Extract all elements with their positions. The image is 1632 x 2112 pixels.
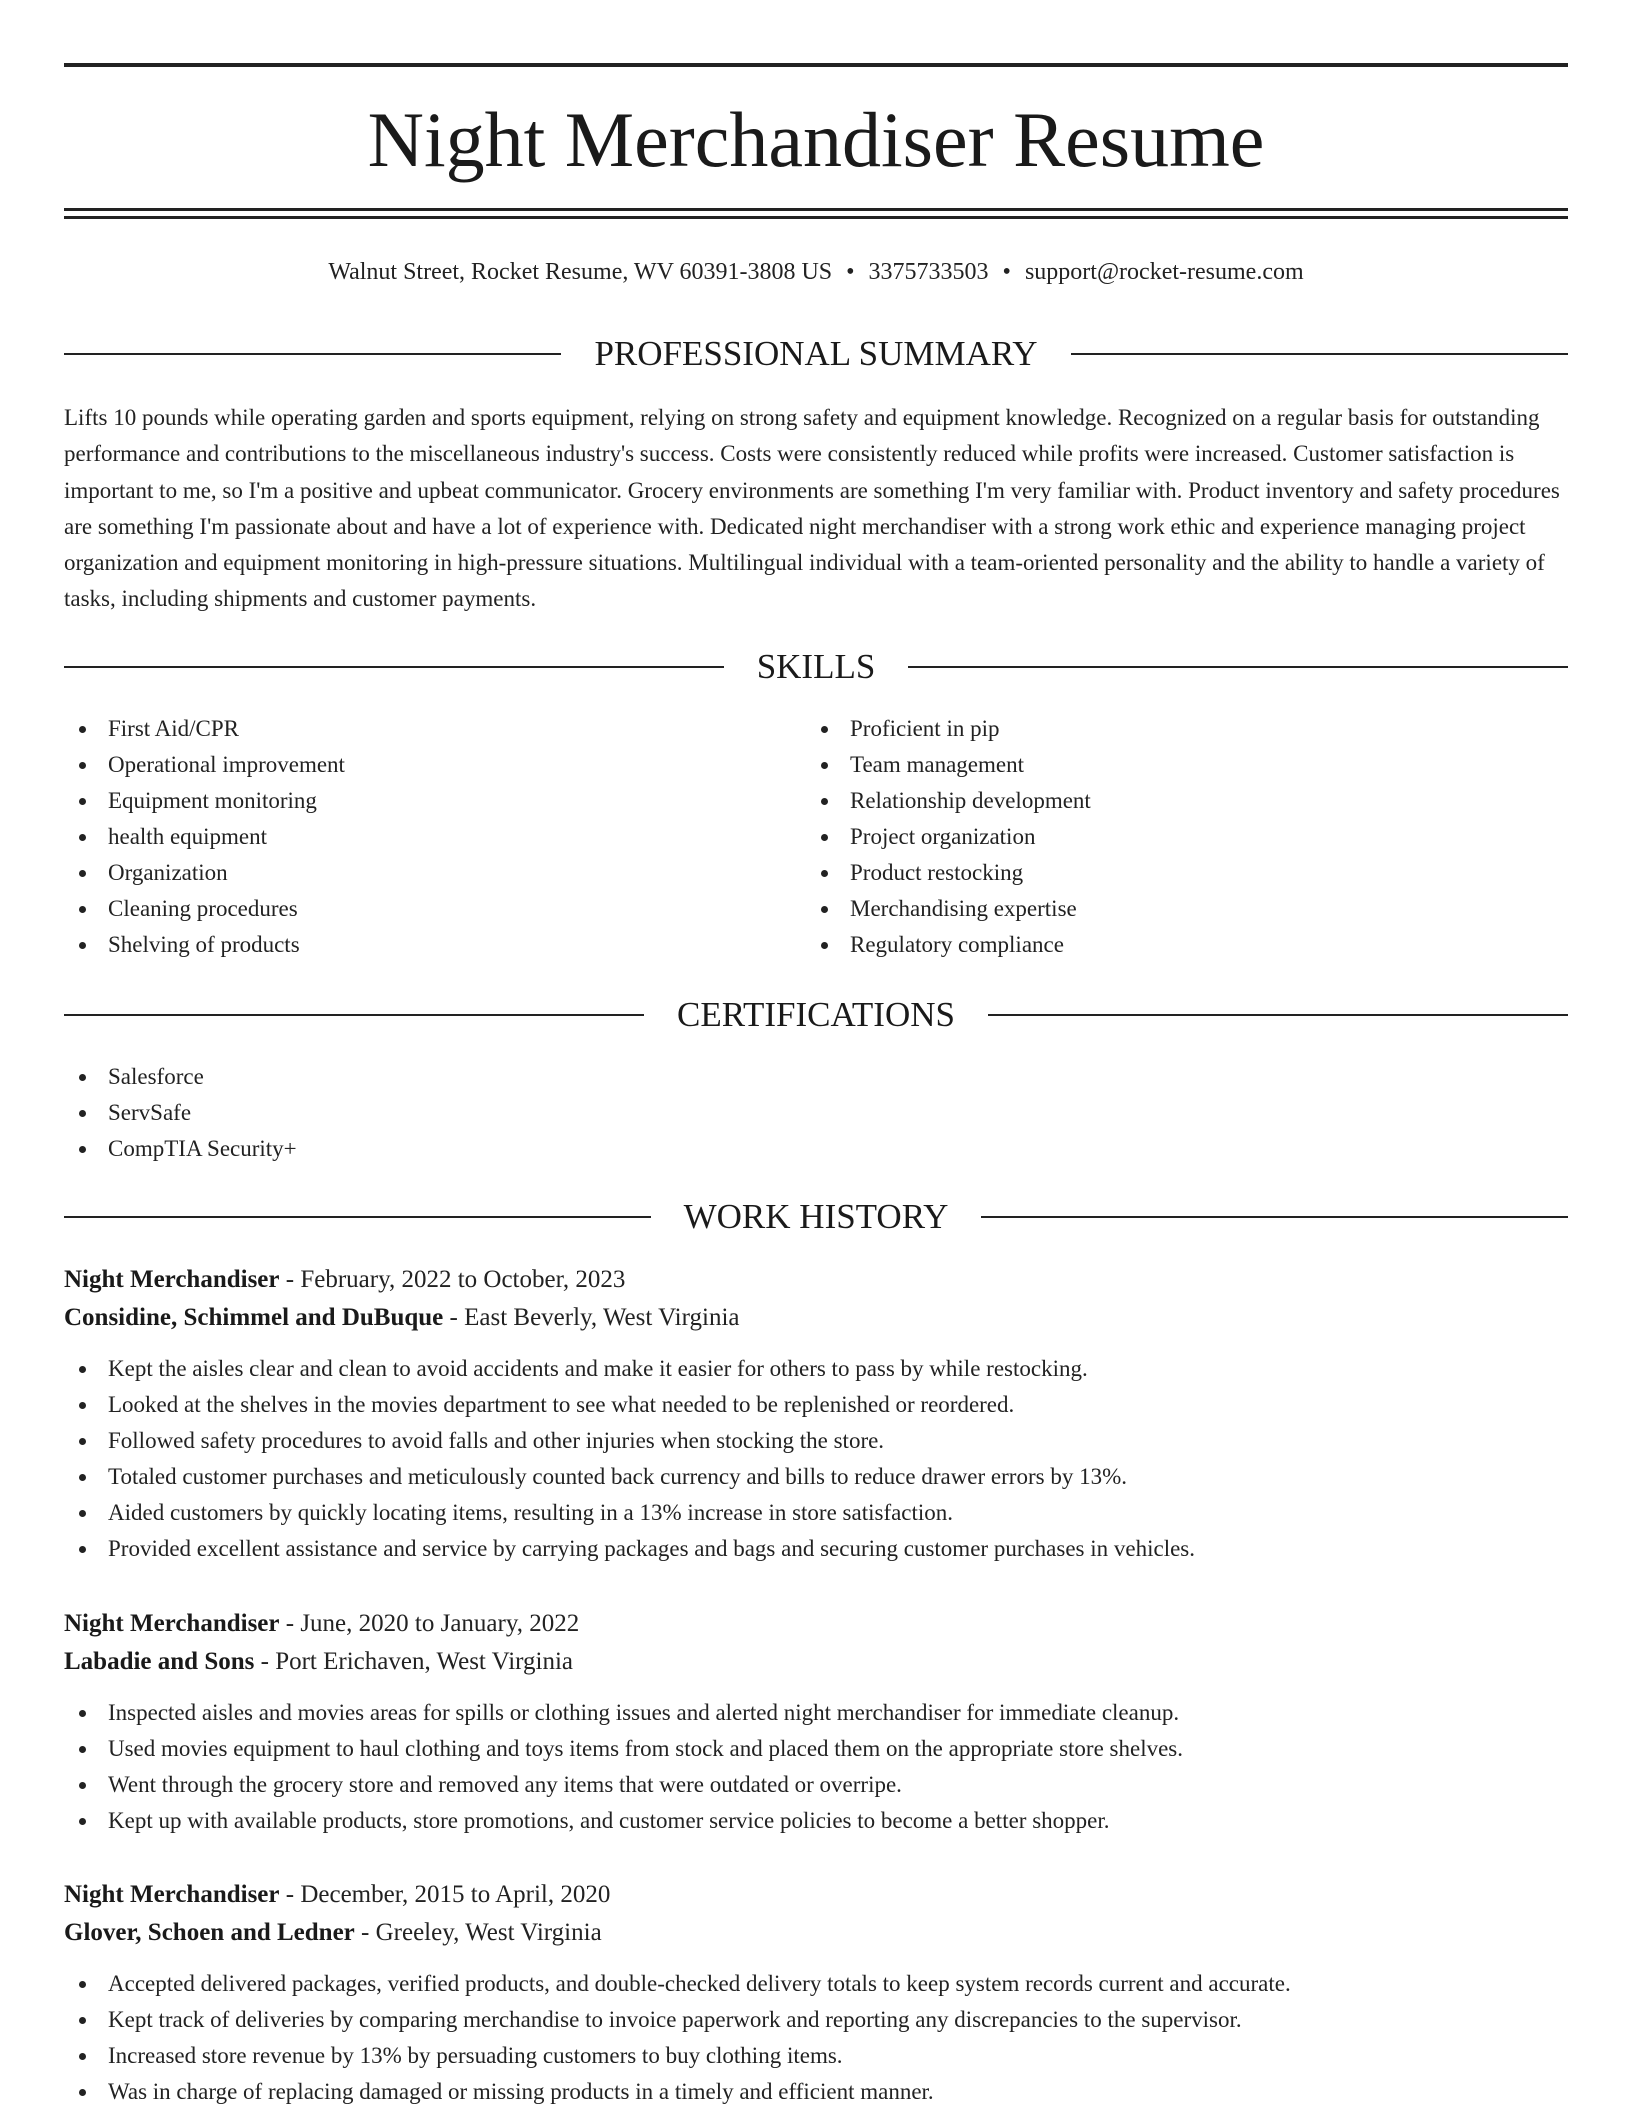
heading-rule-right [908,666,1568,668]
work-history-heading-label: WORK HISTORY [683,1197,949,1236]
job-bullets [64,1351,1568,1567]
job-bullets [64,1695,1568,1839]
job-bullet: Increased store revenue by 13% by persuading customers to buy clothing items. [64,2038,1568,2074]
job-bullet: Accepted delivered packages, verified products, and double-checked delivery totals to keep system records current and accurate. [64,1966,1568,2002]
job-company: Glover, Schoen and Ledner [64,1919,355,1946]
job-company: Labadie and Sons [64,1648,255,1675]
contact-separator: • [1002,259,1011,285]
work-history-heading [64,1195,1568,1239]
job-bullet: Kept track of deliveries by comparing merchandise to invoice paperwork and reporting any discrepancies to the supervisor. [64,2002,1568,2038]
job-dates: - December, 2015 to April, 2020 [279,1881,611,1908]
contact-address: Walnut Street, Rocket Resume, WV 60391-3808 US [328,259,833,285]
contact-separator: • [846,259,855,285]
job-entry [64,1605,1568,1839]
skill-item: Regulatory compliance [806,927,1546,963]
job-role: Night Merchandiser [64,1266,280,1293]
job-dates: - June, 2020 to January, 2022 [279,1610,580,1637]
heading-rule-left [64,666,724,668]
job-entry [64,1261,1568,1567]
job-company-line [64,1914,1568,1952]
heading-rule-right [1071,353,1568,355]
heading-rule-left [64,1014,644,1016]
skill-item: Product restocking [806,855,1546,891]
top-rule [64,63,1568,67]
resume-title: Night Merchandiser Resume [367,96,1265,183]
skill-item: Relationship development [806,783,1546,819]
skills-heading-label: SKILLS [756,647,876,686]
contact-line [64,254,1568,290]
skill-item: Equipment monitoring [64,783,804,819]
job-company-line [64,1299,1568,1337]
certifications-list [64,1059,1568,1167]
job-bullet: Totaled customer purchases and meticulously counted back currency and bills to reduce drawer errors by 13%. [64,1459,1568,1495]
certification-item: Salesforce [64,1059,1568,1095]
summary-heading-label: PROFESSIONAL SUMMARY [594,334,1038,373]
heading-rule-right [981,1216,1568,1218]
heading-rule-left [64,1216,651,1218]
skill-item: Cleaning procedures [64,891,804,927]
skill-item: Merchandising expertise [806,891,1546,927]
skills-list-right [806,711,1546,963]
job-company-line [64,1643,1568,1681]
skill-item: Shelving of products [64,927,804,963]
job-bullet: Aided customers by quickly locating items, resulting in a 13% increase in store satisfaction. [64,1495,1568,1531]
job-bullet: Used movies equipment to haul clothing and toys items from stock and placed them on the appropriate store shelves. [64,1731,1568,1767]
skill-item: Proficient in pip [806,711,1546,747]
job-bullets [64,1966,1568,2110]
job-location: - Greeley, West Virginia [354,1919,602,1946]
skill-item: health equipment [64,819,804,855]
summary-text: Lifts 10 pounds while operating garden and sports equipment, relying on strong safety and equipment knowledge. Recognized on a regular basis for outstanding performance and contributions to the miscellaneous industry's success. Costs were consistently reduced while profits were increased. Customer satisfaction is important to me, so I'm a positive and upbeat communicator. Grocery environments are something I'm very familiar with. Product inventory and safety procedures are something I'm passionate about and have a lot of experience with. Dedicated night merchandiser with a strong work ethic and experience managing project organization and equipment monitoring in high-pressure situations. Multilingual individual with a team-oriented personality and the ability to handle a variety of tasks, including shipments and customer payments. [64,405,1560,612]
skill-item: Project organization [806,819,1546,855]
job-location: - Port Erichaven, West Virginia [254,1648,574,1675]
certification-item: CompTIA Security+ [64,1131,1568,1167]
title-rule-upper [64,208,1568,211]
skill-item: Team management [806,747,1546,783]
job-bullet: Was in charge of replacing damaged or missing products in a timely and efficient manner. [64,2074,1568,2110]
job-title-line [64,1876,1568,1914]
job-bullet: Went through the grocery store and removed any items that were outdated or overripe. [64,1767,1568,1803]
job-bullet: Kept up with available products, store promotions, and customer service policies to become a better shopper. [64,1803,1568,1839]
job-bullet: Looked at the shelves in the movies department to see what needed to be replenished or reordered. [64,1387,1568,1423]
certifications-heading [64,993,1568,1037]
job-role: Night Merchandiser [64,1610,280,1637]
job-bullet: Provided excellent assistance and service by carrying packages and bags and securing customer purchases in vehicles. [64,1531,1568,1567]
heading-rule-left [64,353,561,355]
skill-item: First Aid/CPR [64,711,804,747]
job-entry [64,1876,1568,2110]
job-bullet: Followed safety procedures to avoid falls and other injuries when stocking the store. [64,1423,1568,1459]
title-rule-lower [64,216,1568,219]
job-title-line [64,1605,1568,1643]
skill-item: Organization [64,855,804,891]
job-title-line [64,1261,1568,1299]
skills-list-left [64,711,804,963]
skills-heading [64,645,1568,689]
certification-item: ServSafe [64,1095,1568,1131]
contact-phone: 3375733503 [868,259,989,285]
job-location: - East Beverly, West Virginia [443,1304,740,1331]
job-bullet: Kept the aisles clear and clean to avoid accidents and make it easier for others to pass by while restocking. [64,1351,1568,1387]
heading-rule-right [988,1014,1568,1016]
job-company: Considine, Schimmel and DuBuque [64,1304,444,1331]
contact-email: support@rocket-resume.com [1024,259,1304,285]
job-dates: - February, 2022 to October, 2023 [279,1266,626,1293]
summary-heading [64,332,1568,376]
job-bullet: Inspected aisles and movies areas for spills or clothing issues and alerted night merchandiser for immediate cleanup. [64,1695,1568,1731]
job-role: Night Merchandiser [64,1881,280,1908]
certifications-heading-label: CERTIFICATIONS [677,995,955,1034]
skill-item: Operational improvement [64,747,804,783]
